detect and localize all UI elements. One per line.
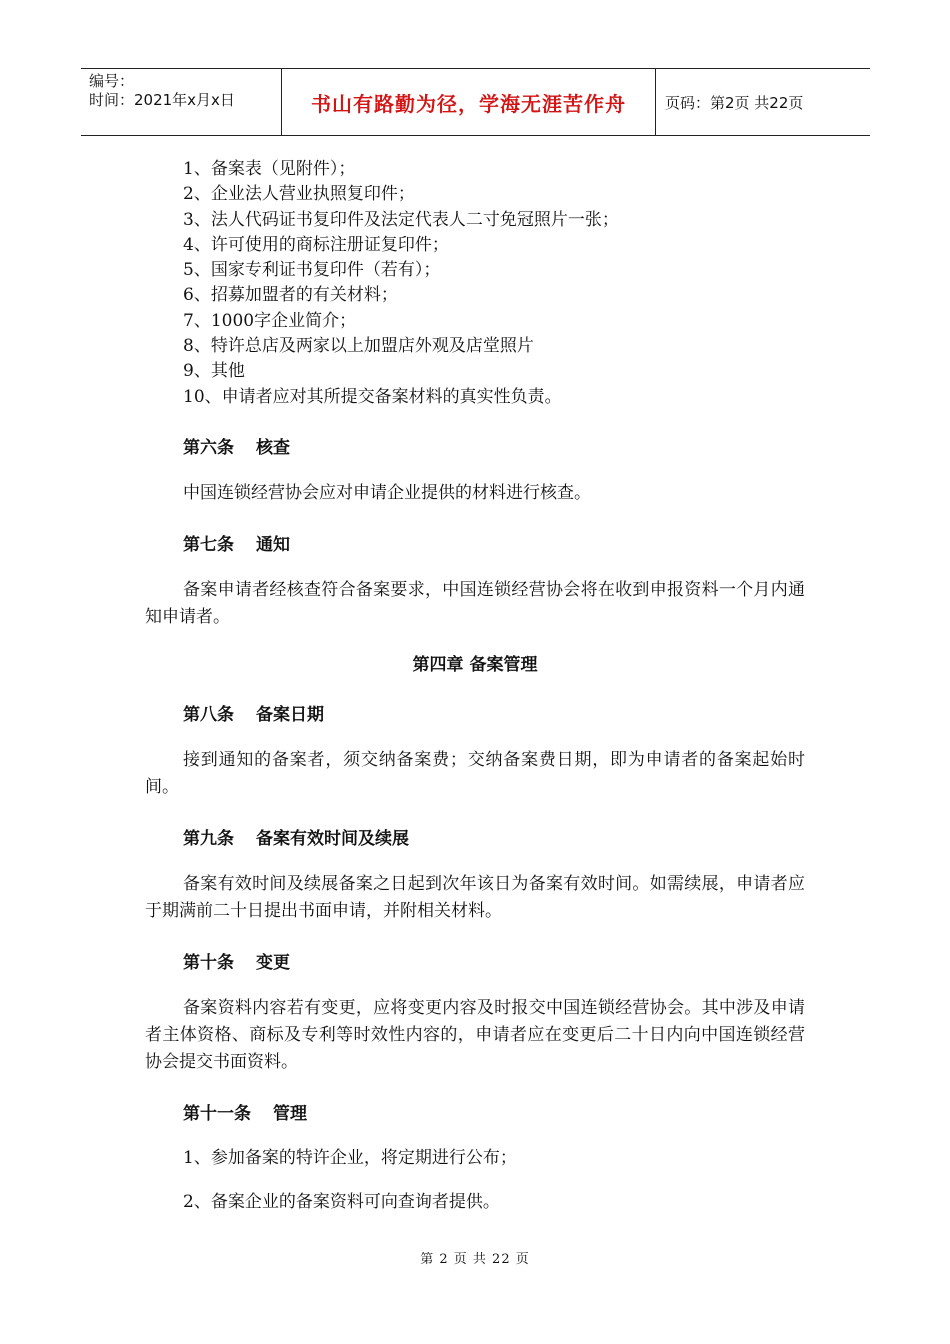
article-title: 管理 bbox=[273, 1103, 307, 1124]
article-number: 第十一条 bbox=[183, 1103, 251, 1124]
article-number: 第十条 bbox=[183, 952, 234, 973]
chapter-4-title: 第四章 备案管理 bbox=[412, 654, 538, 675]
article-6-heading bbox=[145, 436, 805, 460]
header-left-cell bbox=[81, 69, 282, 135]
article-title: 通知 bbox=[256, 534, 290, 555]
document-time-label: 时间：2021年x月x日 bbox=[89, 91, 235, 109]
article-number: 第七条 bbox=[183, 534, 234, 555]
list-item: 9、其他 bbox=[183, 361, 245, 382]
article-7-text: 备案申请者经核查符合备案要求，中国连锁经营协会将在收到申报资料一个月内通知申请者。 bbox=[145, 579, 805, 627]
list-item: 7、1000字企业简介； bbox=[183, 310, 357, 331]
header-page-info: 页码：第2页 共22页 bbox=[665, 93, 804, 112]
header-motto: 书山有路勤为径，学海无涯苦作舟 bbox=[282, 69, 656, 135]
article-title: 变更 bbox=[256, 952, 290, 973]
article-11-heading bbox=[145, 1102, 805, 1126]
page-footer: 第 2 页 共 22 页 bbox=[420, 1252, 530, 1267]
list-item: 6、招募加盟者的有关材料； bbox=[183, 285, 398, 306]
article-8-heading bbox=[145, 703, 805, 727]
article-7-heading bbox=[145, 533, 805, 557]
list-item: 4、许可使用的商标注册证复印件； bbox=[183, 234, 449, 255]
document-number-label: 编号： bbox=[89, 72, 135, 90]
list-item: 5、国家专利证书复印件（若有）； bbox=[183, 260, 441, 281]
article-11-item-2: 2、备案企业的备案资料可向查询者提供。 bbox=[183, 1191, 500, 1212]
article-title: 核查 bbox=[256, 437, 290, 458]
list-item: 1、备案表（见附件）； bbox=[183, 159, 356, 179]
article-10-heading bbox=[145, 951, 805, 975]
page-header bbox=[81, 68, 870, 136]
article-6-text: 中国连锁经营协会应对申请企业提供的材料进行核查。 bbox=[183, 482, 591, 503]
list-item: 3、法人代码证书复印件及法定代表人二寸免冠照片一张； bbox=[183, 209, 619, 230]
article-number: 第八条 bbox=[183, 704, 234, 725]
materials-list bbox=[145, 157, 805, 410]
list-item: 10、申请者应对其所提交备案材料的真实性负责。 bbox=[183, 386, 562, 407]
article-10-text: 备案资料内容若有变更，应将变更内容及时报交中国连锁经营协会。其中涉及申请者主体资格、商标及专利等时效性内容的，申请者应在变更后二十日内向中国连锁经营协会提交书面资料。 bbox=[145, 997, 805, 1072]
list-item: 2、企业法人营业执照复印件； bbox=[183, 184, 415, 205]
document-body bbox=[145, 157, 805, 1214]
article-8-text: 接到通知的备案者，须交纳备案费；交纳备案费日期，即为申请者的备案起始时间。 bbox=[145, 749, 805, 797]
list-item: 8、特许总店及两家以上加盟店外观及店堂照片 bbox=[183, 336, 534, 357]
article-9-text: 备案有效时间及续展备案之日起到次年该日为备案有效时间。如需续展，申请者应于期满前二十日提出书面申请，并附相关材料。 bbox=[145, 873, 805, 921]
article-11-item-1: 1、参加备案的特许企业，将定期进行公布； bbox=[183, 1147, 517, 1168]
article-title: 备案日期 bbox=[256, 704, 324, 725]
article-number: 第六条 bbox=[183, 437, 234, 458]
article-number: 第九条 bbox=[183, 828, 234, 849]
article-title: 备案有效时间及续展 bbox=[256, 828, 409, 849]
article-9-heading bbox=[145, 827, 805, 851]
